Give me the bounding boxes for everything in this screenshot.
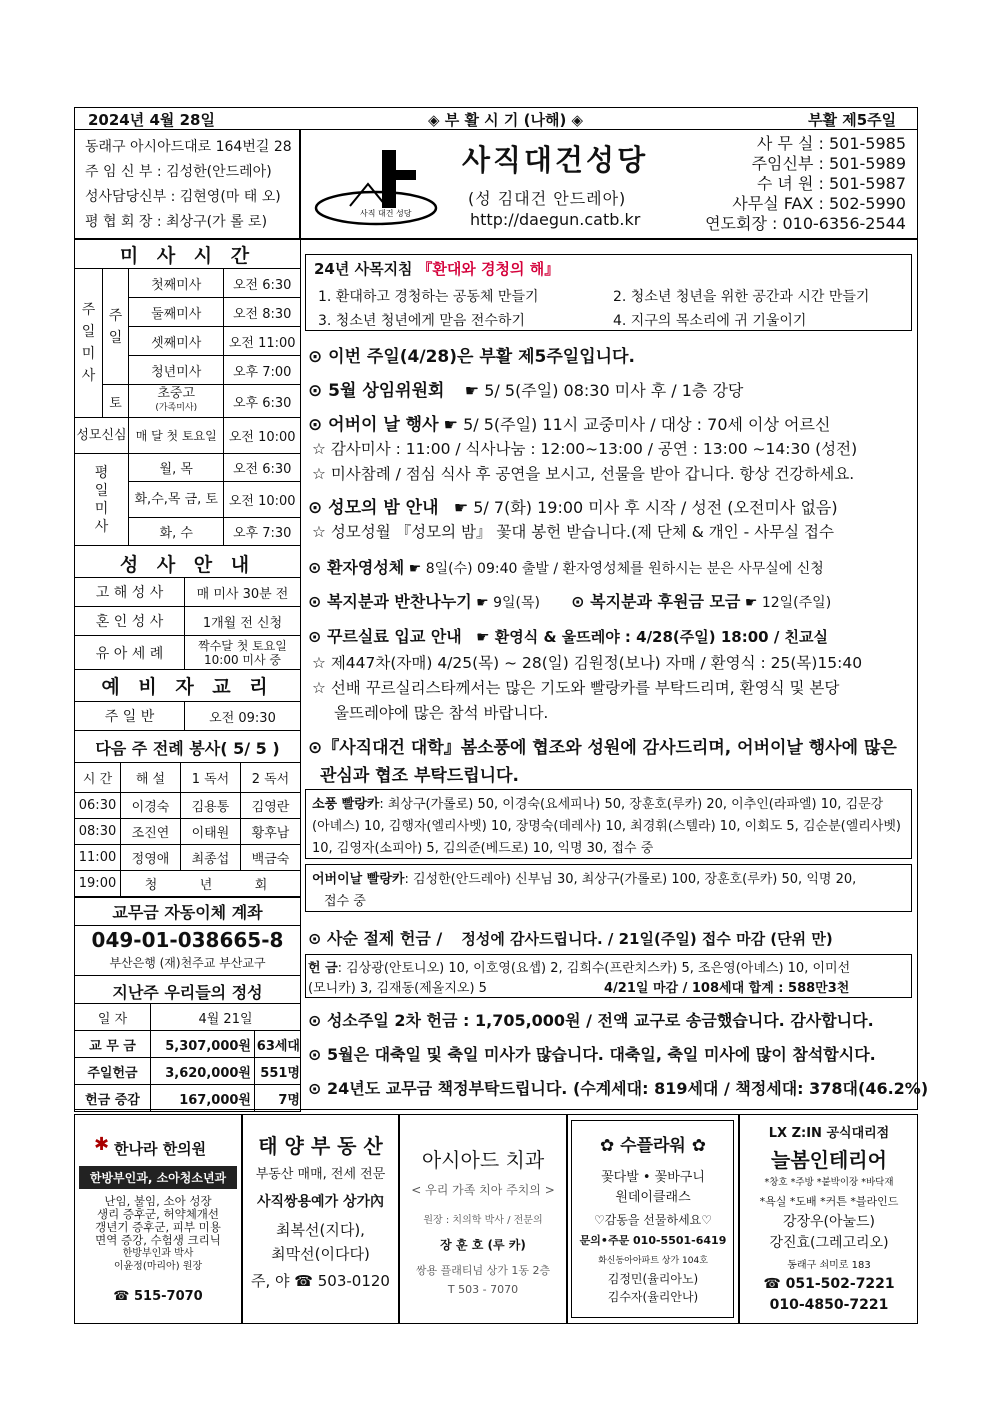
ad4-contact: 문의•주문 010-5501-6419 bbox=[579, 1234, 727, 1247]
sacrament-name: 유 아 세 례 bbox=[75, 636, 185, 670]
phone-funeral: 연도회장 : 010-6356-2544 bbox=[705, 214, 906, 233]
ad4-name: ✿ 수플라워 ✿ bbox=[599, 1136, 706, 1156]
ad5-line: 강진효(그레고리오) bbox=[769, 1235, 889, 1251]
palanca-line: (아녜스) 10, 김행자(엘리사벳) 10, 장명숙(데레사) 10, 최경휘(스텔라) 10, 이회도 5, 김순분(엘리사벳) bbox=[312, 819, 901, 834]
ad2-line: 부동산 매매, 전세 전문 bbox=[255, 1167, 386, 1182]
ad5-line: *창호 *주방 *붙박이장 *바닥재 bbox=[764, 1177, 894, 1188]
notice-mary-night-detail: ☆ 성모성월 『성모의 밤』 꽃대 봉헌 받습니다.(제 단체 & 개인 - 사무실 접수 bbox=[312, 523, 834, 541]
ad1-dept: 한방부인과, 소아청소년과 bbox=[79, 1166, 237, 1189]
offering-amount: 3,620,000원 bbox=[151, 1058, 255, 1085]
sunday-label: 주 일 bbox=[103, 269, 129, 385]
ad5-phone: 010-4850-7221 bbox=[769, 1297, 889, 1313]
sunday-mass-label: 주 일 미 사 bbox=[75, 269, 103, 418]
saturday-mass-sub: (가족미사) bbox=[155, 403, 198, 413]
ad2-line: 사직쌍용예가 상가內 bbox=[256, 1194, 385, 1210]
offering-date: 4월 21일 bbox=[151, 1004, 301, 1031]
account-title: 교무금 자동이체 계좌 bbox=[112, 903, 263, 922]
gift-line: 헌 금: 김상광(안토니오) 10, 이호영(요셉) 2, 김희수(프란치스카) 5, 조은영(아녜스) 10, 이미선 bbox=[308, 961, 851, 976]
ad5-line: 동래구 쇠미로 183 bbox=[787, 1260, 871, 1271]
service-cell: 08:30 bbox=[75, 819, 121, 845]
notice-cursillo-detail: 울뜨레야에 많은 참석 바랍니다. bbox=[334, 704, 549, 722]
account-bank: 부산은행 (재)천주교 부산교구 bbox=[109, 956, 266, 970]
phone-pastor: 주임신부 : 501-5989 bbox=[751, 154, 906, 173]
catechumen-title: 예 비 자 교 리 bbox=[101, 676, 274, 698]
sacrament-name: 혼 인 성 사 bbox=[75, 607, 185, 636]
notice-parents-day: ⊙ 어버이 날 행사 ☛ 5/ 5(주일) 11시 교중미사 / 대상 : 70세 이상 어르신 bbox=[308, 415, 831, 435]
service-header: 시 간 bbox=[75, 763, 121, 793]
offering-label: 헌금 증감 bbox=[75, 1085, 151, 1112]
phone-fax: 사무실 FAX : 502-5990 bbox=[732, 194, 906, 213]
weekday-mass-name: 화, 수 bbox=[129, 518, 224, 546]
sacrament-value: 짝수달 첫 토요일 10:00 미사 중 bbox=[185, 636, 301, 670]
palanca2-line: 어버이날 빨랑카: 김성한(안드레아) 신부님 30, 최상구(가롤로) 100, 장훈호(루카) 50, 익명 20, bbox=[312, 872, 857, 887]
motto-heading bbox=[314, 258, 559, 279]
mass-times-title: 미 사 시 간 bbox=[119, 245, 256, 267]
service-header: 해 설 bbox=[121, 763, 181, 793]
weekday-mass-label: 평 일 미 사 bbox=[75, 454, 129, 546]
ad3-name: 아시아드 치과 bbox=[421, 1148, 545, 1172]
service-title: 다음 주 전례 봉사( 5/ 5 ) bbox=[95, 739, 280, 758]
ad2-name: 태 양 부 동 산 bbox=[258, 1134, 383, 1158]
service-cell: 김용통 bbox=[180, 793, 240, 819]
gift-line: (모니카) 3, 김재동(제올지오) 5 bbox=[308, 981, 487, 996]
motto-title: 24년 사목지침 bbox=[314, 260, 413, 278]
notice-university: 관심과 협조 부탁드립니다. bbox=[320, 766, 519, 786]
palanca-line: 소풍 빨랑카: 최상구(가롤로) 50, 이경숙(요세피나) 50, 장훈호(루카) 20, 이추인(라파엘) 10, 김문강 bbox=[312, 797, 884, 812]
ad1-body: 난임, 불임, 소아 성장 생리 증후군, 허약체개선 갱년기 증후군, 피부 미용 면역 증강, 수험생 크리닉 한방부인과 박사 이윤정(마리아) 원장 bbox=[95, 1194, 221, 1272]
sacrament-value: 1개월 전 신청 bbox=[185, 607, 301, 636]
address: 동래구 아시아드대로 164번길 28 bbox=[85, 139, 292, 155]
offering-amount: 167,000원 bbox=[151, 1085, 255, 1112]
sacrament-value: 매 미사 30분 전 bbox=[185, 578, 301, 607]
notice-parents-day-detail: ☆ 감사미사 : 11:00 / 식사나눔 : 12:00~13:00 / 공연 : 13:00 ~14:30 (성전) bbox=[312, 440, 858, 458]
ad5-name: 늘봄인테리어 bbox=[771, 1148, 887, 1172]
phone-list bbox=[705, 134, 906, 234]
ad4-line: ♡감동을 선물하세요♡ bbox=[593, 1213, 713, 1227]
weekday-mass-name: 화,수,목 금, 토 bbox=[129, 482, 224, 518]
notice-cursillo-detail: ☆ 선배 꾸르실리스타께서는 많은 기도와 빨랑카를 부탁드리며, 환영식 및 본당 bbox=[312, 679, 840, 697]
sacrament-name: 고 해 성 사 bbox=[75, 578, 185, 607]
service-header: 2 독서 bbox=[240, 763, 300, 793]
notice-parents-day-detail: ☆ 미사참례 / 점심 식사 후 공연을 보시고, 선물을 받아 갑니다. 항상 건강하세요. bbox=[312, 465, 855, 483]
notice-easter: ⊙ 이번 주일(4/28)은 부활 제5주일입니다. bbox=[308, 347, 635, 367]
service-cell: 김영란 bbox=[240, 793, 300, 819]
phone-office: 사 무 실 : 501-5985 bbox=[756, 134, 906, 153]
notice-vocation: ⊙ 성소주일 2차 헌금 : 1,705,000원 / 전액 교구로 송금했습니다. 감사합니다. bbox=[308, 1011, 874, 1030]
service-cell: 19:00 bbox=[75, 871, 121, 897]
motto-item: 4. 지구의 목소리에 귀 기울이기 bbox=[613, 313, 807, 329]
flower-icon: ✱ bbox=[94, 1134, 110, 1155]
gift-total: 4/21일 마감 / 108세대 합계 : 588만3천 bbox=[604, 981, 850, 996]
ad2-phone: 주, 야 ☎ 503-0120 bbox=[251, 1272, 390, 1290]
offering-count: 63세대 bbox=[255, 1031, 301, 1058]
ad3-line: 원장 : 치의학 박사 / 전문의 bbox=[423, 1215, 543, 1226]
service-cell: 06:30 bbox=[75, 793, 121, 819]
phone-convent: 수 녀 원 : 501-5987 bbox=[756, 174, 906, 193]
parish-name: 사직대건성당 bbox=[462, 143, 649, 177]
mass-time: 오전 8:30 bbox=[224, 298, 301, 327]
service-cell: 백금숙 bbox=[240, 845, 300, 871]
weekday-mass-time: 오전 10:00 bbox=[224, 482, 301, 518]
parish-url[interactable]: http://daegun.catb.kr bbox=[470, 210, 641, 229]
ad3-doctor: 장 훈 호 (루 카) bbox=[440, 1238, 526, 1252]
mass-time: 오전 11:00 bbox=[224, 327, 301, 356]
parish-patron: (성 김대건 안드레아) bbox=[468, 189, 627, 208]
service-cell: 황후남 bbox=[240, 819, 300, 845]
holy-mass-time: 오전 10:00 bbox=[224, 418, 301, 454]
saturday-mass-name: 초중고 bbox=[157, 386, 196, 401]
church-logo-icon bbox=[312, 148, 442, 228]
ad4-line: 꽃다발 • 꽃바구니 bbox=[601, 1170, 705, 1185]
notice-committee: ⊙ 5월 상임위원회 ☛ 5/ 5(주일) 08:30 미사 후 / 1층 강당 bbox=[308, 381, 744, 401]
ad3-line: 쌍용 플래티넘 상가 1동 2층 bbox=[415, 1264, 551, 1277]
service-cell: 이태원 bbox=[180, 819, 240, 845]
notice-cursillo-detail: ☆ 제447차(자매) 4/25(목) ~ 28(일) 김원정(보나) 자매 / 환영식 : 25(목)15:40 bbox=[312, 654, 863, 672]
season-title: ◈ 부 활 시 기 (나해) ◈ bbox=[428, 111, 584, 129]
offering-label: 주일헌금 bbox=[75, 1058, 151, 1085]
offering-date-label: 일 자 bbox=[75, 1004, 151, 1031]
motto-highlight: 『환대와 경청의 해』 bbox=[417, 260, 560, 278]
ad1-name: 한나라 한의원 bbox=[114, 1140, 207, 1158]
mass-time: 오전 6:30 bbox=[224, 269, 301, 298]
palanca2-line: 접수 중 bbox=[324, 894, 366, 909]
notice-cursillo: ⊙ 꾸르실료 입교 안내 ☛ 환영식 & 울뜨레야 : 4/28(주일) 18:00 / 친교실 bbox=[308, 627, 828, 646]
mass-name: 둘째미사 bbox=[129, 298, 224, 327]
notice-mary-night: ⊙ 성모의 밤 안내 ☛ 5/ 7(화) 19:00 미사 후 시작 / 성전 (오전미사 없음) bbox=[308, 498, 838, 518]
ad4-line: 원데이클래스 bbox=[615, 1190, 691, 1205]
pastor: 주 임 신 부 : 김성한(안드레아) bbox=[85, 164, 272, 180]
motto-item: 1. 환대하고 경청하는 공동체 만들기 bbox=[318, 289, 539, 305]
ad2-line: 최막선(이다다) bbox=[271, 1245, 370, 1263]
mass-name: 첫째미사 bbox=[129, 269, 224, 298]
notice-sick-communion: ⊙ 환자영성체 ☛ 8일(수) 09:40 출발 / 환자영성체를 원하시는 분은 사무실에 신청 bbox=[308, 558, 824, 577]
ad2-line: 최복선(지다), bbox=[276, 1221, 365, 1239]
motto-item: 2. 청소년 청년을 위한 공간과 시간 만들기 bbox=[613, 289, 870, 305]
assistant-priest: 성사담당신부 : 김현영(마 태 오) bbox=[85, 189, 281, 205]
catechumen-time: 오전 09:30 bbox=[185, 702, 301, 731]
service-cell: 정영애 bbox=[121, 845, 181, 871]
weekday-mass-time: 오전 6:30 bbox=[224, 454, 301, 482]
weekday-mass-name: 월, 목 bbox=[129, 454, 224, 482]
mass-table bbox=[74, 268, 301, 546]
ad4-line: 김정민(율리아노) bbox=[607, 1272, 699, 1286]
bulletin-date: 2024년 4월 28일 bbox=[88, 111, 215, 129]
ad5-line: 강장우(아눌드) bbox=[782, 1214, 876, 1230]
offering-label: 교 무 금 bbox=[75, 1031, 151, 1058]
saturday-label: 토 bbox=[103, 385, 129, 418]
youth-group-cell: 청 년 회 bbox=[121, 871, 301, 897]
offering-count: 551명 bbox=[255, 1058, 301, 1085]
catechumen-name: 주 일 반 bbox=[75, 702, 185, 731]
catechumen-table bbox=[74, 701, 301, 731]
service-cell: 조진연 bbox=[121, 819, 181, 845]
palanca-line: 10, 김영자(소피아) 5, 김의준(베드로) 10, 익명 30, 접수 중 bbox=[312, 841, 654, 856]
offering-count: 7명 bbox=[255, 1085, 301, 1112]
offering-title: 지난주 우리들의 정성 bbox=[112, 983, 263, 1002]
ad5-line: *욕실 *도배 *커튼 *블라인드 bbox=[759, 1195, 899, 1208]
offering-table bbox=[74, 1003, 301, 1112]
motto-item: 3. 청소년 청년에게 맏음 전수하기 bbox=[318, 313, 525, 329]
service-table bbox=[74, 762, 301, 897]
notice-dues: ⊙ 24년도 교무금 책정부탁드립니다. (수계세대: 819세대 / 책정세대: 378대(46.2%) bbox=[308, 1079, 929, 1098]
mass-name: 청년미사 bbox=[129, 356, 224, 385]
service-cell: 최종섭 bbox=[180, 845, 240, 871]
mass-name: 셋째미사 bbox=[129, 327, 224, 356]
account-number: 049-01-038665-8 bbox=[91, 928, 284, 952]
service-cell: 11:00 bbox=[75, 845, 121, 871]
saturday-mass-time: 오후 6:30 bbox=[224, 385, 301, 418]
offering-amount: 5,307,000원 bbox=[151, 1031, 255, 1058]
holy-mass-label: 성모신심 bbox=[75, 418, 129, 454]
week-title: 부활 제5주일 bbox=[808, 111, 897, 129]
ad5-top: LX Z:IN 공식대리점 bbox=[768, 1126, 890, 1141]
ad4-line: 김수자(율리안나) bbox=[607, 1290, 699, 1304]
sacrament-table bbox=[74, 577, 301, 670]
logo-text: 사직 대건 성당 bbox=[360, 209, 412, 218]
council-president: 평 협 회 장 : 최상구(가 롤 로) bbox=[85, 214, 268, 230]
mass-time: 오후 7:00 bbox=[224, 356, 301, 385]
notice-university: ⊙『사직대건 대학』봄소풍에 협조와 성원에 감사드리며, 어버이날 행사에 많은 bbox=[308, 738, 897, 758]
ad3-phone: T 503 - 7070 bbox=[447, 1283, 519, 1296]
notice-lent-offering: ⊙ 사순 절제 헌금 / 정성에 감사드립니다. / 21일(주일) 접수 마감 (단위 만) bbox=[308, 929, 833, 948]
ad3-line: < 우리 가족 치아 주치의 > bbox=[411, 1183, 555, 1197]
service-header: 1 독서 bbox=[180, 763, 240, 793]
ad4-line: 화신동아아파트 상가 104호 bbox=[598, 1256, 708, 1266]
notice-welfare: ⊙ 복지분과 반찬나누기 ☛ 9일(목) ⊙ 복지분과 후원금 모금 ☛ 12일(주일) bbox=[308, 592, 832, 611]
weekday-mass-time: 오후 7:30 bbox=[224, 518, 301, 546]
parish-staff bbox=[85, 135, 292, 235]
ad1-phone: ☎ 515-7070 bbox=[113, 1289, 203, 1304]
service-cell: 이경숙 bbox=[121, 793, 181, 819]
ad5-phone: ☎ 051-502-7221 bbox=[763, 1276, 895, 1292]
holy-mass-name: 매 달 첫 토요일 bbox=[129, 418, 224, 454]
notice-feasts: ⊙ 5월은 대축일 및 축일 미사가 많습니다. 대축일, 축일 미사에 많이 참석합시다. bbox=[308, 1045, 876, 1064]
sacrament-title: 성 사 안 내 bbox=[119, 554, 256, 576]
